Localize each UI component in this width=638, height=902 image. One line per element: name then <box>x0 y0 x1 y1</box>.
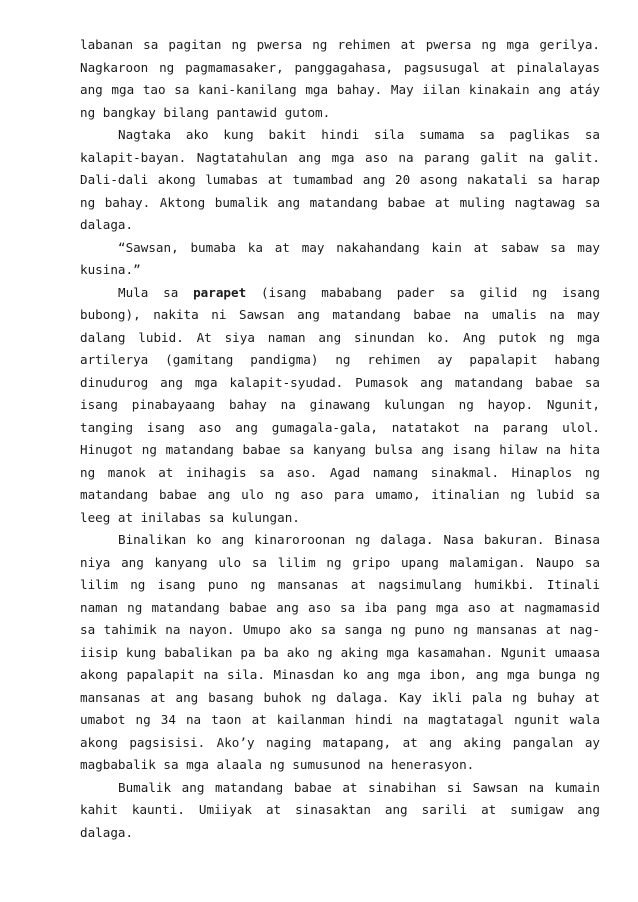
paragraph-4-rest: (isang mababang pader sa gilid ng isang bubong), nakita ni Sawsan ang matandang babae na umalis na may dalang lubid. At siya naman ang sinundan ko. Ang putok ng mga artilerya (gamitang pandigma) ng rehimen ay papalapit habang dinudurog ang mga kalapit-syudad. Pumasok ang matandang babae sa isang pinabayaang bahay na ginawang kulungan ng hayop. Ngunit, tanging isang aso ang gumagala-gala, natatakot na parang ulol. Hinugot ng matandang babae sa kanyang bulsa ang isang hilaw na hita ng manok at inihagis sa aso. Agad namang sinakmal. Hinaplos ng matandang babae ang ulo ng aso para umamo, itinalian ng lubid sa leeg at inilabas sa kulungan. <box>80 284 600 525</box>
paragraph-4 <box>80 282 600 530</box>
paragraph-2: Nagtaka ako kung bakit hindi sila sumama sa paglikas sa kalapit-bayan. Nagtatahulan ang mga aso na parang galit na galit. Dali-dali akong lumabas at tumambad ang 20 asong nakatali sa harap ng bahay. Aktong bumalik ang matandang babae at muling nagtawag sa dalaga. <box>80 127 600 232</box>
paragraph-1: labanan sa pagitan ng pwersa ng rehimen at pwersa ng mga gerilya. Nagkaroon ng pagmamasaker, panggagahasa, pagsusugal at pinalalayas ang mga tao sa kani-kanilang mga bahay. May iilan kinakain ang atáy ng bangkay bilang pantawid gutom. <box>80 37 600 120</box>
body-text <box>80 34 600 844</box>
paragraph-5: Binalikan ko ang kinaroroonan ng dalaga. Nasa bakuran. Binasa niya ang kanyang ulo sa lilim ng gripo upang malamigan. Naupo sa lilim ng isang puno ng mansanas at nagsimulang humikbi. Itinali naman ng matandang babae ang aso sa iba pang mga aso at nagmamasid sa tahimik na nayon. Umupo ako sa sanga ng puno ng mansanas at nag-iisip kung babalikan pa ba ako ng aking mga kasamahan. Ngunit umaasa akong papalapit na sila. Minasdan ko ang mga ibon, ang mga bunga ng mansanas at ang basang buhok ng dalaga. Kay ikli pala ng buhay at umabot ng 34 na taon at kailanman hindi na magtatagal ngunit wala akong pagsisisi. Ako’y naging matapang, at ang aking pangalan ay magbabalik sa mga alaala ng sumusunod na henerasyon. <box>80 532 600 772</box>
paragraph-3: “Sawsan, bumaba ka at may nakahandang kain at sabaw sa may kusina.” <box>80 239 600 277</box>
bold-term-parapet: parapet <box>193 284 247 300</box>
paragraph-6: Bumalik ang matandang babae at sinabihan si Sawsan na kumain kahit kaunti. Umiiyak at sinasaktan ang sarili at sumigaw ang dalaga. <box>80 779 600 840</box>
paragraph-4-lead: Mula sa <box>118 284 194 300</box>
